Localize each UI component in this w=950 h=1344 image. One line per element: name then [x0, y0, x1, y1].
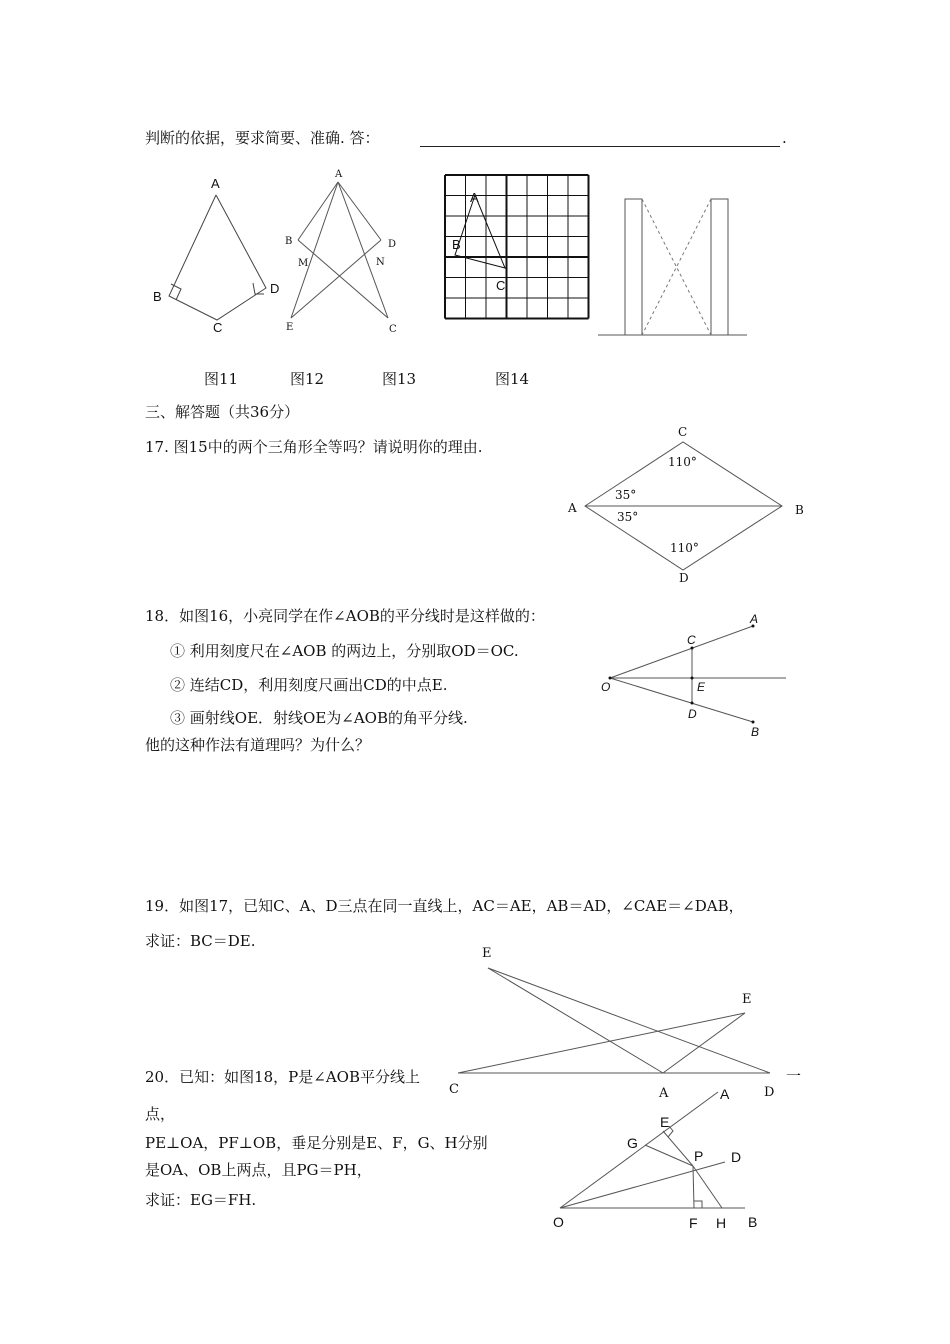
q18-question: 他的这种作法有道理吗？为什么？ [145, 736, 371, 754]
fig16-label-d: D [688, 707, 697, 721]
fig15-label-c: C [678, 425, 688, 439]
fig15-angle-35-bottom: 35° [617, 510, 639, 524]
fig18-label-p: P [694, 1148, 704, 1164]
fig18-label-e: E [660, 1114, 670, 1130]
fig15-angle-35-top: 35° [615, 488, 637, 502]
figure-18 [550, 1080, 780, 1240]
figure-14 [595, 195, 755, 340]
fig17-label-d: D [764, 1085, 775, 1100]
question-20-line-2: 点， [145, 1105, 176, 1123]
question-20-line-5: 求证：EG＝FH. [145, 1191, 257, 1209]
answer-blank-line[interactable] [420, 146, 780, 147]
figure-15 [560, 420, 810, 585]
q18-step-1: ① 利用刻度尺在∠AOB 的两边上，分别取OD＝OC. [170, 642, 519, 660]
question-17: 17. 图15中的两个三角形全等吗？请说明你的理由. [145, 438, 483, 456]
section-3-heading: 三、解答题（共36分） [145, 403, 300, 421]
fig18-label-f: F [689, 1215, 698, 1231]
fig15-label-b: B [795, 503, 804, 517]
caption-fig13: 图13 [382, 370, 417, 388]
fig13-label-a: A [470, 190, 479, 205]
fig11-label-d: D [270, 281, 280, 296]
fig11-label-a: A [211, 176, 220, 191]
fig12-label-a: A [335, 169, 343, 180]
caption-fig14: 图14 [495, 370, 530, 388]
q20-trailing-dash: 一 [786, 1067, 802, 1085]
caption-fig12: 图12 [290, 370, 325, 388]
figure-16 [595, 608, 795, 738]
figure-11 [140, 170, 293, 340]
fig17-label-c: C [449, 1082, 459, 1097]
fig11-label-b: B [153, 289, 162, 304]
figure-17 [440, 940, 780, 1100]
judgement-prompt: 判断的依据，要求简要、准确. 答： [145, 129, 380, 147]
fig12-label-m: M [298, 258, 309, 269]
fig16-label-a: A [750, 612, 759, 626]
fig15-label-a: A [568, 501, 577, 515]
question-20-line-3: PE⊥OA，PF⊥OB，垂足分别是E、F，G、H分别 [145, 1134, 488, 1152]
question-19: 19．如图17，已知C、A、D三点在同一直线上，AC＝AE，AB＝AD，∠CAE＝∠DAB， [145, 897, 744, 915]
fig17-label-e-left: E [482, 946, 492, 961]
fig18-label-b: B [748, 1214, 758, 1230]
fig18-label-o: O [553, 1214, 564, 1230]
fig16-label-e: E [697, 680, 706, 694]
fig18-label-d: D [731, 1149, 742, 1165]
question-20-line-1: 20．已知：如图18，P是∠AOB平分线上 [145, 1068, 420, 1086]
fig15-angle-bottom: 110° [670, 541, 699, 555]
question-20-line-4: 是OA、OB上两点，且PG＝PH， [145, 1161, 372, 1179]
fig13-label-c: C [496, 278, 506, 293]
fig18-label-g: G [627, 1135, 638, 1151]
fig17-label-e-right: E [742, 992, 752, 1007]
fig12-label-b: B [285, 236, 293, 247]
fig16-label-c: C [687, 633, 696, 647]
fig15-angle-top: 110° [668, 455, 697, 469]
figure-13 [445, 175, 595, 325]
answer-line-end: . [782, 129, 787, 147]
fig13-label-b: B [452, 237, 461, 252]
fig12-label-e: E [286, 322, 294, 333]
fig12-label-d: D [388, 239, 397, 250]
fig17-label-a: A [659, 1086, 669, 1101]
fig11-label-c: C [213, 320, 223, 335]
fig12-label-n: N [376, 257, 385, 268]
fig16-label-b: B [751, 725, 760, 739]
q18-step-2: ② 连结CD，利用刻度尺画出CD的中点E. [170, 676, 448, 694]
figure-12 [280, 165, 410, 345]
fig18-label-a: A [720, 1086, 730, 1102]
q18-step-3: ③ 画射线OE．射线OE为∠AOB的角平分线. [170, 709, 468, 727]
fig12-label-c: C [389, 324, 397, 335]
question-18: 18．如图16，小亮同学在作∠AOB的平分线时是这样做的： [145, 607, 545, 625]
fig15-label-d: D [679, 571, 689, 585]
fig16-label-o: O [601, 680, 611, 694]
fig18-label-h: H [716, 1215, 727, 1231]
q19-prove: 求证：BC＝DE. [145, 932, 256, 950]
caption-fig11: 图11 [204, 370, 239, 388]
